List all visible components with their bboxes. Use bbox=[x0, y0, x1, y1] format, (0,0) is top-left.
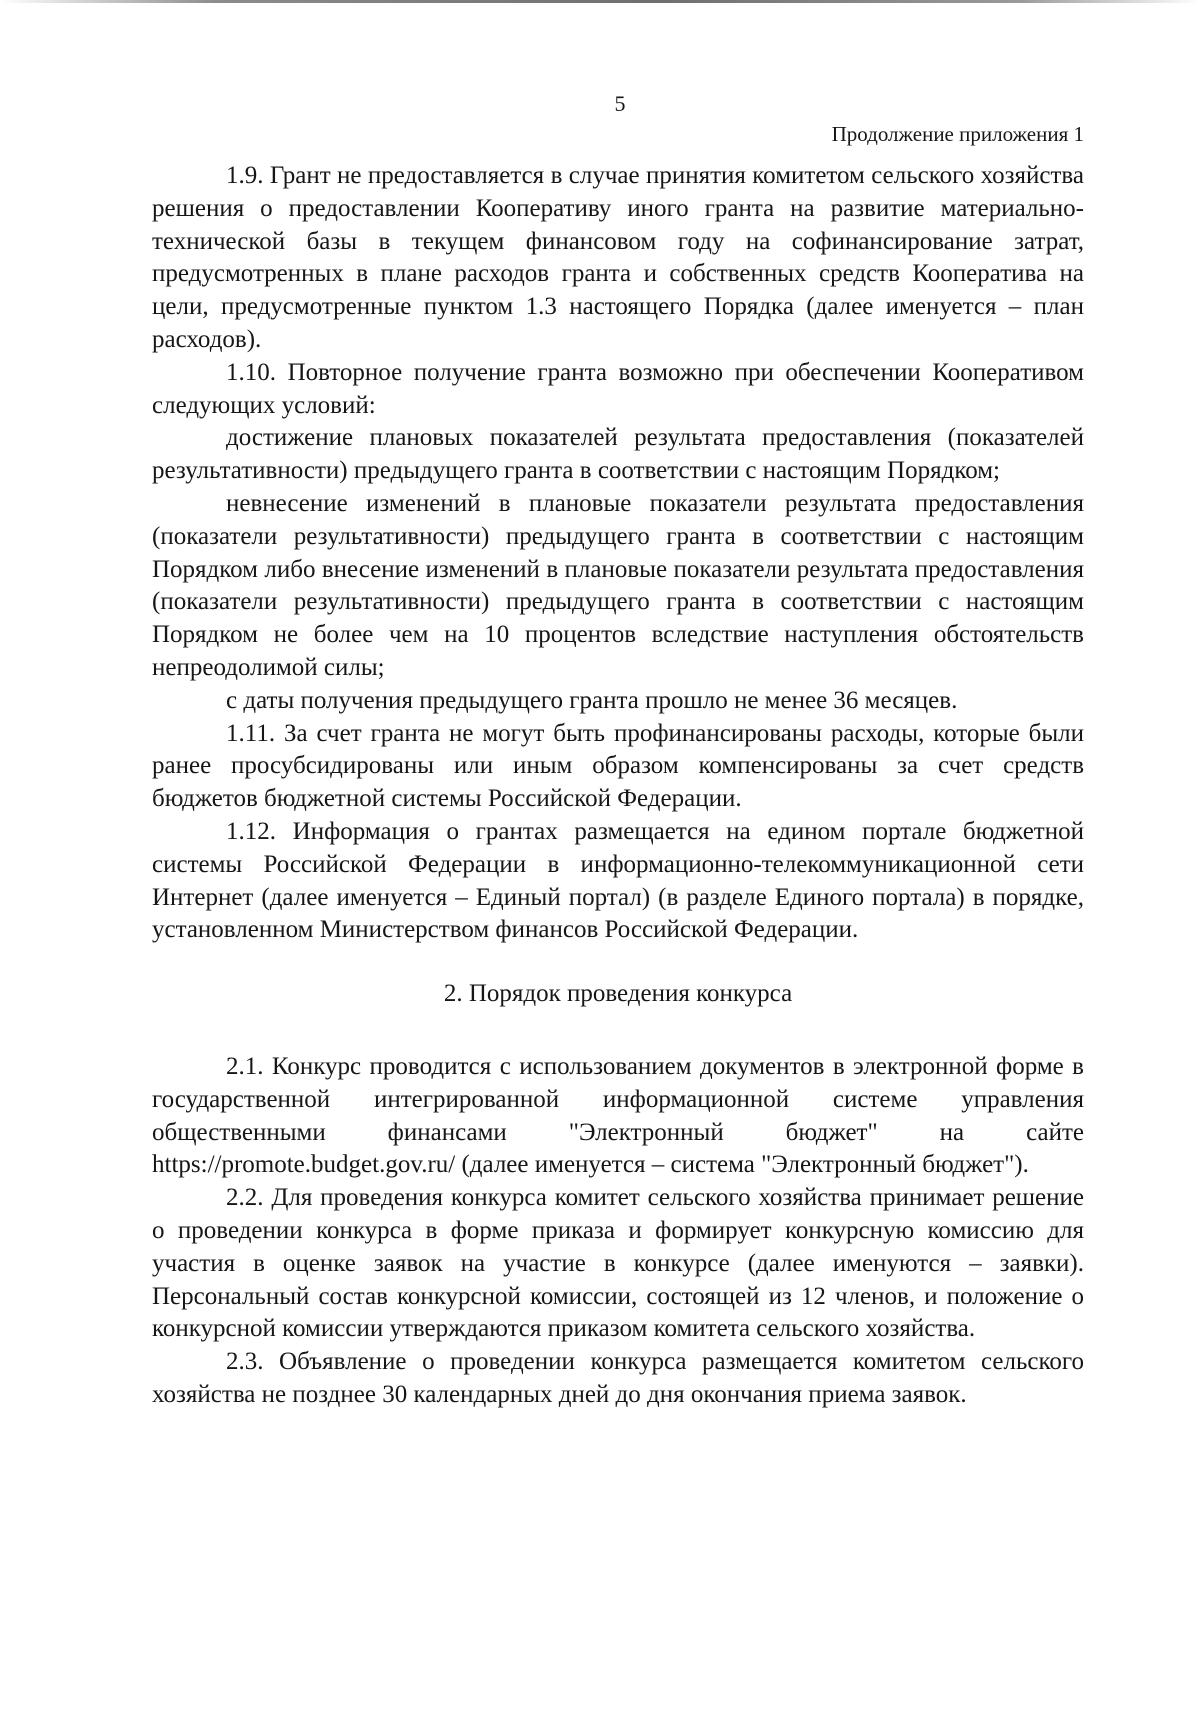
document-body bbox=[152, 160, 1084, 1412]
paragraph-1-11: 1.11. За счет гранта не могут быть профинансированы расходы, которые были ранее просубсидированы или иным образом компенсированы за счет средств бюджетов бюджетной системы Российской Федерации. bbox=[152, 719, 1084, 813]
section-2-title: 2. Порядок проведения конкурса bbox=[443, 980, 793, 1008]
paragraph-1-12: 1.12. Информация о грантах размещается на едином портале бюджетной системы Российской Федерации в информационно-телекоммуникационной сети Интернет (далее именуется – Единый портал) (в разделе Единого портала) в порядке, установленном Министерством финансов Российской Федерации. bbox=[152, 817, 1084, 944]
paragraph-2-3: 2.3. Объявление о проведении конкурса размещается комитетом сельского хозяйства не позднее 30 календарных дней до дня окончания приема заявок. bbox=[152, 1348, 1084, 1408]
paragraph-1-9: 1.9. Грант не предоставляется в случае принятия комитетом сельского хозяйства решения о предоставлении Кооперативу иного гранта на развитие материально-технической базы в текущем финансовом году на софинансирование затрат, предусмотренных в плане расходов гранта и собственных средств Кооператива на цели, предусмотренные пунктом 1.3 настоящего Порядка (далее именуется – план расходов). bbox=[152, 162, 1084, 353]
condition-36-months: с даты получения предыдущего гранта прошло не менее 36 месяцев. bbox=[226, 686, 958, 714]
condition-achievement: достижение плановых показателей результата предоставления (показателей результативности) предыдущего гранта в соответствии с настоящим Порядком; bbox=[152, 424, 1084, 485]
paragraph-2-2: 2.2. Для проведения конкурса комитет сельского хозяйства принимает решение о проведении конкурса в форме приказа и формирует конкурсную комиссию для участия в оценке заявок на участие в конкурсе (далее именуются – заявки). Персональный состав конкурсной комиссии, состоящей из 12 членов, и положение о конкурсной комиссии утверждаются приказом комитета сельского хозяйства. bbox=[152, 1184, 1084, 1343]
condition-no-changes: невнесение изменений в плановые показатели результата предоставления (показатели результативности) предыдущего гранта в соответствии с настоящим Порядком либо внесение изменений в плановые показатели результата предоставления (показатели результативности) предыдущего гранта в соответствии с настоящим Порядком не более чем на 10 процентов вследствие наступления обстоятельств непреодолимой силы; bbox=[152, 489, 1084, 681]
appendix-continuation-note: Продолжение приложения 1 bbox=[831, 122, 1084, 146]
page-number: 5 bbox=[614, 91, 626, 116]
scan-top-edge bbox=[0, 0, 1200, 3]
paragraph-2-1: 2.1. Конкурс проводится с использованием документов в электронной форме в государственной интегрированной информационной системе управления общественными финансами "Электронный бюджет" на сайте https://promote.budget.gov.ru/ (далее именуется – система "Электронный бюджет"). bbox=[152, 1052, 1084, 1179]
paragraph-1-10: 1.10. Повторное получение гранта возможно при обеспечении Кооперативом следующих условий: bbox=[152, 358, 1084, 419]
